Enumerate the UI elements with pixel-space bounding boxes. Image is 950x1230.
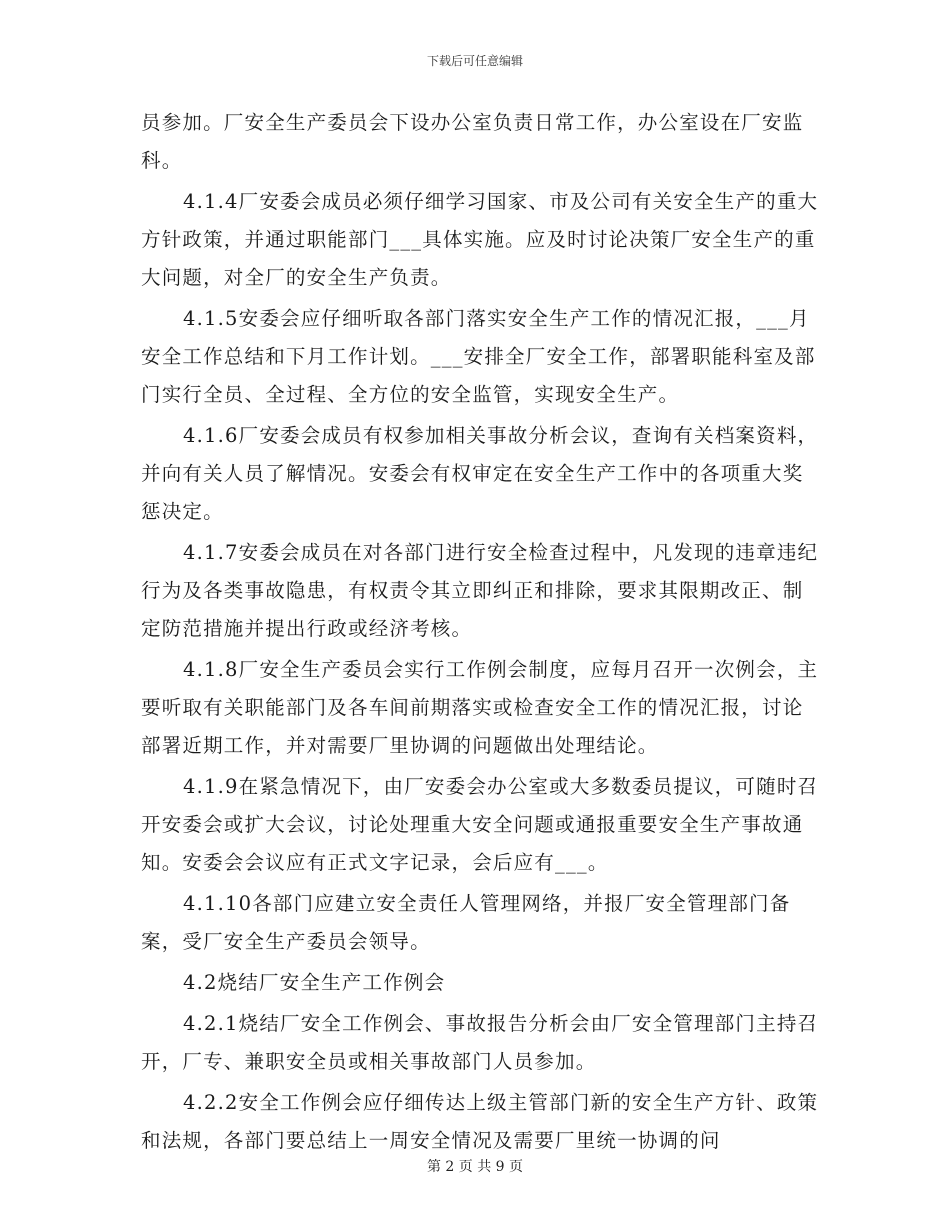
paragraph-continuation: 员参加。厂安全生产委员会下设办公室负责日常工作，办公室设在厂安监科。 bbox=[141, 111, 804, 172]
paragraph-4-1-10: 4.1.10各部门应建立安全责任人管理网络，并报厂安全管理部门备案，受厂安全生产委员会领导。 bbox=[141, 892, 791, 953]
paragraph-4-2-2: 4.2.2安全工作例会应仔细传达上级主管部门新的安全生产方针、政策和法规，各部门要总结上一周安全情况及需要厂里统一协调的问 bbox=[141, 1091, 819, 1152]
section-heading-4-2: 4.2烧结厂安全生产工作例会 bbox=[183, 971, 446, 994]
page-header: 下载后可任意编辑 bbox=[426, 54, 523, 68]
document-body bbox=[141, 104, 821, 1163]
paragraph-4-1-4: 4.1.4厂安委会成员必须仔细学习国家、市及公司有关安全生产的重大方针政策，并通过职能部门___具体实施。应及时讨论决策厂安全生产的重大问题，对全厂的安全生产负责。 bbox=[141, 190, 819, 289]
paragraph-4-1-8: 4.1.8厂安全生产委员会实行工作例会制度，应每月召开一次例会，主要听取有关职能部门及各车间前期落实或检查安全工作的情况汇报，讨论部署近期工作，并对需要厂里协调的问题做出处理结论。 bbox=[141, 658, 819, 757]
paragraph-4-1-7: 4.1.7安委会成员在对各部门进行安全检查过程中，凡发现的违章违纪行为及各类事故隐患，有权责令其立即纠正和排除，要求其限期改正、制定防范措施并提出行政或经济考核。 bbox=[141, 541, 819, 640]
paragraph-4-1-9: 4.1.9在紧急情况下，由厂安委会办公室或大多数委员提议，可随时召开安委会或扩大会议，讨论处理重大安全问题或通报重要安全生产事故通知。安委会会议应有正式文字记录，会后应有___。 bbox=[141, 775, 819, 874]
paragraph-4-1-6: 4.1.6厂安委会成员有权参加相关事故分析会议，查询有关档案资料，并向有关人员了解情况。安委会有权审定在安全生产工作中的各项重大奖惩决定。 bbox=[141, 424, 819, 523]
paragraph-4-1-5: 4.1.5安委会应仔细听取各部门落实安全生产工作的情况汇报，___月安全工作总结和下月工作计划。___安排全厂安全工作，部署职能科室及部门实行全员、全过程、全方位的安全监管，实现安全生产。 bbox=[141, 307, 816, 406]
page-number-footer: 第 2 页 共 9 页 bbox=[426, 1159, 524, 1175]
paragraph-4-2-1: 4.2.1烧结厂安全工作例会、事故报告分析会由厂安全管理部门主持召开，厂专、兼职安全员或相关事故部门人员参加。 bbox=[141, 1012, 819, 1073]
